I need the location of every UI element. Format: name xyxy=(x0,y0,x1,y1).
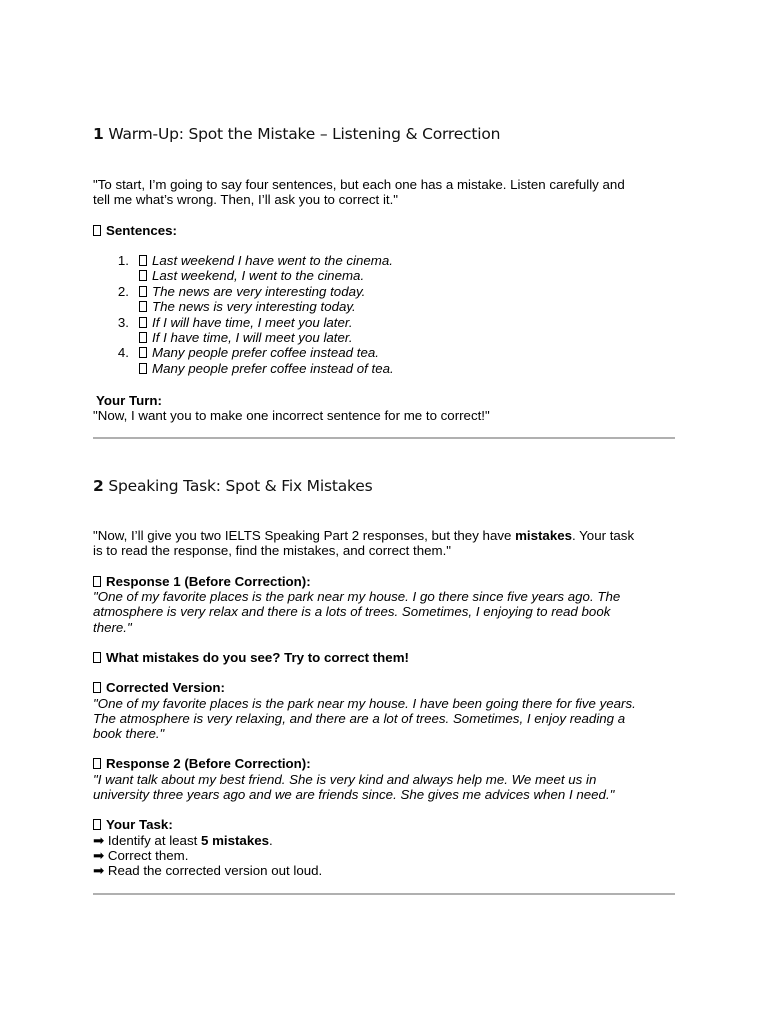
wrong-mark-icon xyxy=(139,286,147,297)
list-item xyxy=(93,253,394,284)
section-divider xyxy=(93,437,675,439)
task-text-end: . xyxy=(269,833,273,848)
list-item xyxy=(93,315,394,346)
your-turn-label: Your Turn: xyxy=(96,393,162,408)
placeholder-glyph-icon xyxy=(93,682,101,693)
task-label: Your Task: xyxy=(106,817,173,832)
intro-text-end: . Your task xyxy=(572,528,635,543)
list-item xyxy=(93,284,394,315)
response-1-label: Response 1 (Before Correction): xyxy=(106,574,311,589)
list-number: 4. xyxy=(117,345,129,361)
response-1-label-row xyxy=(93,574,311,589)
correct-sentence: If I have time, I will meet you later. xyxy=(152,330,353,346)
task-text: Identify at least xyxy=(107,833,201,848)
response-2-line-2: university three years ago and we are friends since. She gives me advices when I need." xyxy=(93,787,615,802)
section-2-title: Speaking Task: Spot & Fix Mistakes xyxy=(108,477,373,495)
wrong-sentence: The news are very interesting today. xyxy=(152,283,366,299)
response-2-line-1: "I want talk about my best friend. She is very kind and always help me. We meet us in xyxy=(93,772,597,787)
correct-mark-icon xyxy=(139,332,147,343)
arrow-right-icon: ➡ xyxy=(93,863,105,878)
task-emphasis: 5 mistakes xyxy=(201,833,270,848)
section-1-heading xyxy=(93,125,500,143)
intro-text: "Now, I’ll give you two IELTS Speaking Part 2 responses, but they have xyxy=(93,528,516,543)
sentences-label: Sentences: xyxy=(106,223,177,238)
intro-emphasis: mistakes xyxy=(515,528,572,543)
response-1-line-2: atmosphere is very relax and there is a lots of trees. Sometimes, I enjoying to read book xyxy=(93,604,611,619)
response-2-label: Response 2 (Before Correction): xyxy=(106,756,311,771)
section-2-intro-line-2: is to read the response, find the mistakes, and correct them." xyxy=(93,543,452,558)
section-2-intro-line-1 xyxy=(93,528,634,543)
task-text: Read the corrected version out loud. xyxy=(107,863,323,878)
list-number: 3. xyxy=(117,314,129,330)
corrected-label-row xyxy=(93,680,225,695)
response-1-line-3: there." xyxy=(93,620,132,635)
section-divider xyxy=(93,893,675,895)
task-text: Correct them. xyxy=(107,848,189,863)
placeholder-glyph-icon xyxy=(93,758,101,769)
wrong-sentence: Many people prefer coffee instead tea. xyxy=(152,345,379,361)
wrong-mark-icon xyxy=(139,347,147,358)
corrected-line-3: book there." xyxy=(93,726,165,741)
correct-mark-icon xyxy=(139,363,147,374)
arrow-right-icon: ➡ xyxy=(93,848,105,863)
placeholder-glyph-icon xyxy=(93,819,101,830)
arrow-right-icon: ➡ xyxy=(93,833,105,848)
wrong-sentence: If I will have time, I meet you later. xyxy=(152,314,353,330)
question-row xyxy=(93,650,409,665)
response-1-line-1: "One of my favorite places is the park near my house. I go there since five years ago. The xyxy=(93,589,621,604)
correct-mark-icon xyxy=(139,301,147,312)
correct-sentence: Many people prefer coffee instead of tea. xyxy=(152,360,394,376)
correct-mark-icon xyxy=(139,270,147,281)
wrong-mark-icon xyxy=(139,317,147,328)
section-1-intro-line-2: tell me what’s wrong. Then, I’ll ask you to correct it." xyxy=(93,192,399,207)
sentences-list xyxy=(93,253,394,376)
task-label-row xyxy=(93,817,173,832)
corrected-line-2: The atmosphere is very relaxing, and there are a lot of trees. Sometimes, I enjoy reading a xyxy=(93,711,626,726)
task-item-3 xyxy=(93,863,322,878)
list-item xyxy=(93,345,394,376)
section-1-title: Warm-Up: Spot the Mistake – Listening & Correction xyxy=(108,125,501,143)
correct-sentence: The news is very interesting today. xyxy=(152,299,356,315)
sentences-label-row xyxy=(93,223,177,238)
task-item-2 xyxy=(93,848,188,863)
wrong-mark-icon xyxy=(139,255,147,266)
placeholder-glyph-icon xyxy=(93,652,101,663)
list-number: 1. xyxy=(117,253,129,268)
task-item-1 xyxy=(93,833,273,848)
section-1-intro-line-1: "To start, I’m going to say four sentences, but each one has a mistake. Listen carefully and xyxy=(93,177,625,192)
corrected-label: Corrected Version: xyxy=(106,680,225,695)
response-2-label-row xyxy=(93,756,311,771)
placeholder-glyph-icon xyxy=(93,576,101,587)
question-text: What mistakes do you see? Try to correct them! xyxy=(106,650,409,665)
corrected-line-1: "One of my favorite places is the park near my house. I have been going there for five years. xyxy=(93,696,636,711)
placeholder-glyph-icon xyxy=(93,225,101,236)
section-1-number: 1 xyxy=(93,125,104,143)
section-2-number: 2 xyxy=(93,477,104,495)
correct-sentence: Last weekend, I went to the cinema. xyxy=(152,268,365,284)
list-number: 2. xyxy=(117,283,129,299)
wrong-sentence: Last weekend I have went to the cinema. xyxy=(152,253,393,268)
your-turn-text: "Now, I want you to make one incorrect sentence for me to correct!" xyxy=(93,408,490,423)
section-2-heading xyxy=(93,477,372,495)
